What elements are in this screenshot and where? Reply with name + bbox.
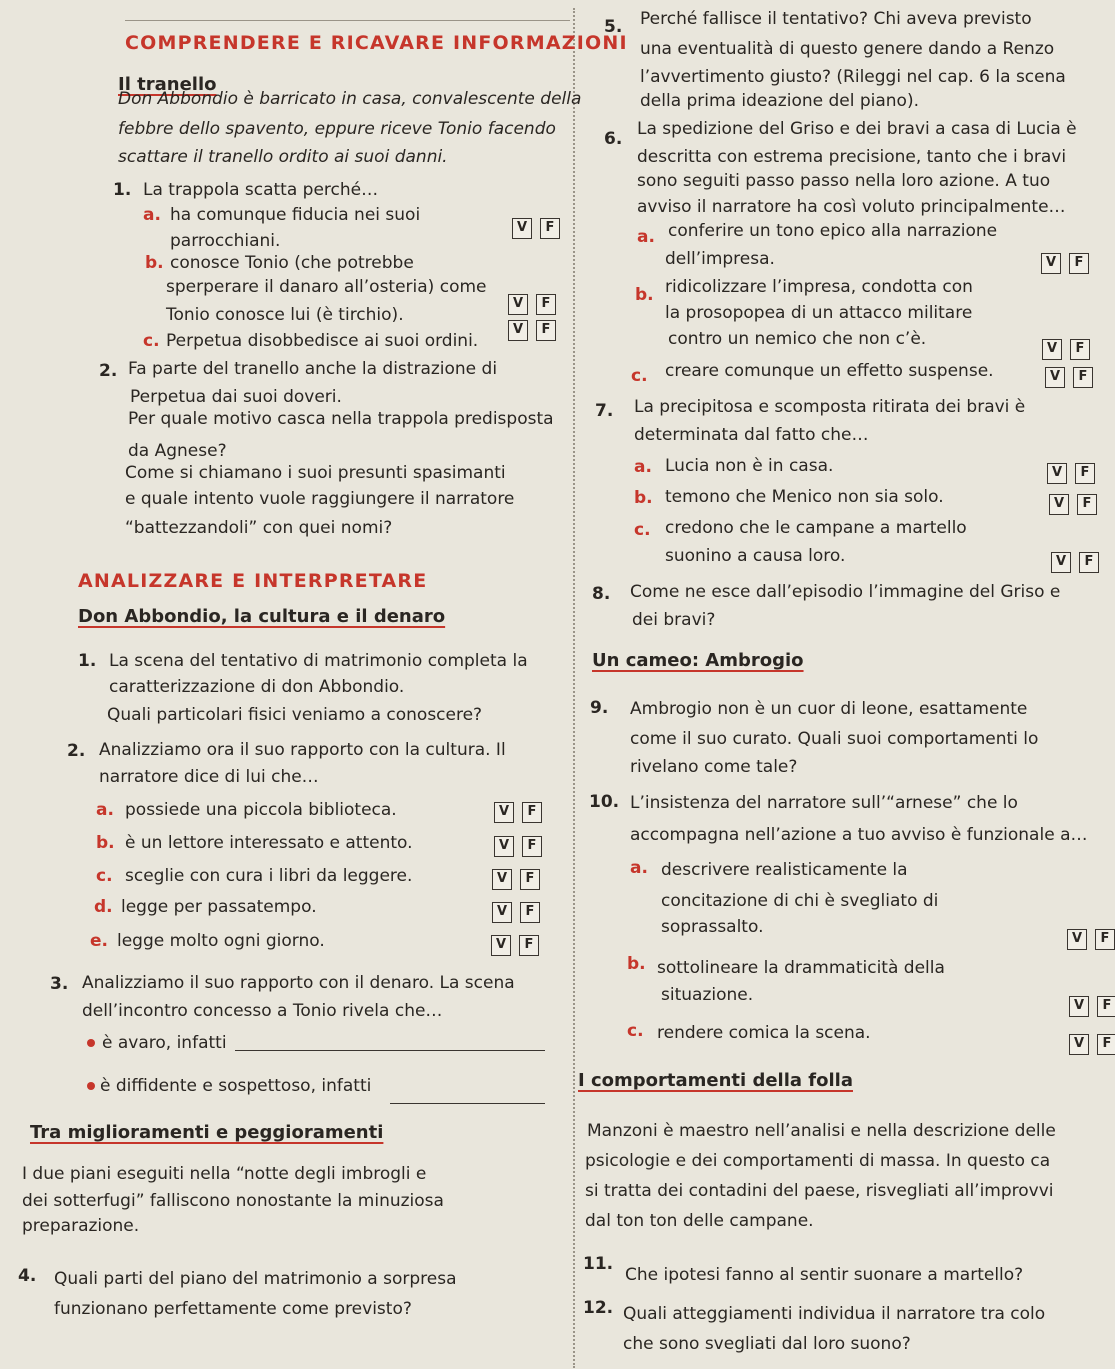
q1-b-text-1: conosce Tonio (che potrebbe (170, 253, 414, 273)
q9-line-2: come il suo curato. Quali suoi comportamenti lo (630, 729, 1039, 749)
false-box[interactable]: F (536, 294, 556, 315)
a2-b-text: è un lettore interessato e attento. (125, 833, 413, 853)
a2-c-text: sceglie con cura i libri da leggere. (125, 866, 413, 886)
a2-b-letter: b. (96, 833, 115, 853)
false-box[interactable]: F (1073, 367, 1093, 388)
a2-c-letter: c. (96, 866, 113, 886)
q6-line-3: sono seguiti passo passo nella loro azione. A tuo (637, 171, 1051, 191)
tranello-intro-1: Don Abbondio è barricato in casa, convalescente della (118, 89, 582, 109)
a2-e-letter: e. (90, 931, 108, 951)
folla-line-2: psicologie e dei comportamenti di massa. In questo ca (585, 1151, 1051, 1171)
q1-b-text-2: sperperare il danaro all’osteria) come (166, 277, 487, 297)
q2-line-3: Per quale motivo casca nella trappola predisposta (128, 409, 554, 429)
true-box[interactable]: V (1051, 552, 1071, 573)
tranello-intro-2: febbre dello spavento, eppure riceve Tonio facendo (118, 119, 556, 139)
false-box[interactable]: F (1070, 339, 1090, 360)
q8-line-1: Come ne esce dall’episodio l’immagine del Griso e (630, 582, 1061, 602)
false-box[interactable]: F (520, 869, 540, 890)
q1-b-text-3: Tonio conosce lui (è tirchio). (166, 305, 404, 325)
q6-a-text-1: conferire un tono epico alla narrazione (668, 221, 998, 241)
tra-line-1: I due piani eseguiti nella “notte degli imbrogli e (22, 1164, 427, 1184)
true-box[interactable]: V (1045, 367, 1065, 388)
a4-line-1: Quali parti del piano del matrimonio a sorpresa (54, 1269, 457, 1289)
q9-line-1: Ambrogio non è un cuor di leone, esattamente (630, 699, 1028, 719)
false-box[interactable]: F (536, 320, 556, 341)
true-box[interactable]: V (494, 836, 514, 857)
q10-b-text-2: situazione. (661, 985, 754, 1005)
q10-c-letter: c. (627, 1021, 644, 1041)
q1-number: 1. (113, 180, 132, 200)
q1-a-text-2: parrocchiani. (170, 231, 281, 251)
a2-a-text: possiede una piccola biblioteca. (125, 800, 397, 820)
q5-line-2: una eventualità di questo genere dando a Renzo (640, 39, 1055, 59)
q2-line-1: Fa parte del tranello anche la distrazione di (128, 359, 498, 379)
right-column (575, 0, 1115, 1369)
q12-line-2: che sono svegliati dal loro suono? (623, 1334, 911, 1354)
q10-a-vf (1067, 929, 1115, 950)
q1-a-letter: a. (143, 205, 161, 225)
q5-line-3: l’avvertimento giusto? (Rileggi nel cap. 6 la scena (640, 67, 1066, 87)
q7-a-text: Lucia non è in casa. (665, 456, 834, 476)
false-box[interactable]: F (1079, 552, 1099, 573)
q6-line-4: avviso il narratore ha così voluto principalmente… (637, 197, 1066, 217)
false-box[interactable]: F (540, 218, 560, 239)
folla-line-1: Manzoni è maestro nell’analisi e nella descrizione delle (587, 1121, 1056, 1141)
a2-a-vf (494, 802, 542, 823)
q10-b-vf (1069, 996, 1115, 1017)
q1-c-text: Perpetua disobbedisce ai suoi ordini. (166, 331, 479, 351)
q7-c-text-1: credono che le campane a martello (665, 518, 967, 538)
q9-number: 9. (590, 698, 609, 718)
subheading-folla: I comportamenti della folla (578, 1070, 853, 1091)
q10-a-letter: a. (630, 858, 648, 878)
q5-number: 5. (604, 17, 623, 37)
false-box[interactable]: F (1075, 463, 1095, 484)
q10-a-text-3: soprassalto. (661, 917, 764, 937)
q10-line-1: L’insistenza del narratore sull’“arnese” che lo (630, 793, 1018, 813)
q6-b-text-2: la prosopopea di un attacco militare (665, 303, 973, 323)
a2-e-vf (491, 935, 539, 956)
a1-number: 1. (78, 651, 97, 671)
a3-number: 3. (50, 974, 69, 994)
q10-a-text-1: descrivere realisticamente la (661, 860, 908, 880)
q6-number: 6. (604, 129, 623, 149)
q7-b-text: temono che Menico non sia solo. (665, 487, 944, 507)
q7-c-letter: c. (634, 520, 651, 540)
tranello-intro-3: scattare il tranello ordito ai suoi danni. (118, 147, 448, 167)
q1-c-letter: c. (143, 331, 160, 351)
q2-number: 2. (99, 361, 118, 381)
q9-line-3: rivelano come tale? (630, 757, 798, 777)
q10-number: 10. (589, 792, 620, 812)
q6-b-text-3: contro un nemico che non c’è. (668, 329, 927, 349)
false-box[interactable]: F (1095, 929, 1115, 950)
true-box[interactable]: V (494, 802, 514, 823)
a2-number: 2. (67, 741, 86, 761)
q2-line-6: e quale intento vuole raggiungere il narratore (125, 489, 515, 509)
q12-line-1: Quali atteggiamenti individua il narratore tra colo (623, 1304, 1046, 1324)
a3-line-1: Analizziamo il suo rapporto con il denaro. La scena (82, 973, 515, 993)
tra-line-2: dei sotterfugi” falliscono nonostante la minuziosa (22, 1191, 444, 1211)
a3-line-2: dell’incontro concesso a Tonio rivela che… (82, 1001, 443, 1021)
q6-line-2: descritta con estrema precisione, tanto che i bravi (637, 147, 1067, 167)
q11-text: Che ipotesi fanno al sentir suonare a martello? (625, 1265, 1024, 1285)
q1-a-vf (512, 218, 560, 239)
false-box[interactable]: F (520, 902, 540, 923)
q7-a-vf (1047, 463, 1095, 484)
q1-b-letter: b. (145, 253, 164, 273)
q10-b-letter: b. (627, 954, 646, 974)
q1-a-text-1: ha comunque fiducia nei suoi (170, 205, 421, 225)
false-box[interactable]: F (522, 836, 542, 857)
bullet-dot (87, 1039, 95, 1047)
q8-number: 8. (592, 584, 611, 604)
q1-c-vf (508, 320, 556, 341)
a2-d-text: legge per passatempo. (121, 897, 317, 917)
true-box[interactable]: V (492, 902, 512, 923)
true-box[interactable]: V (1041, 253, 1061, 274)
q2-line-7: “battezzandoli” con quei nomi? (125, 518, 393, 538)
folla-line-3: si tratta dei contadini del paese, risvegliati all’improvvi (585, 1181, 1054, 1201)
a1-line-1: La scena del tentativo di matrimonio completa la (109, 651, 528, 671)
tra-line-3: preparazione. (22, 1216, 140, 1236)
q2-line-2: Perpetua dai suoi doveri. (130, 387, 342, 407)
q5-line-4: della prima ideazione del piano). (640, 91, 919, 111)
true-box[interactable]: V (1067, 929, 1087, 950)
false-box[interactable]: F (1097, 1034, 1115, 1055)
bullet-dot (87, 1082, 95, 1090)
a2-e-text: legge molto ogni giorno. (117, 931, 325, 951)
q6-b-letter: b. (635, 285, 654, 305)
false-box[interactable]: F (1097, 996, 1115, 1017)
q6-c-vf (1045, 367, 1093, 388)
q6-b-vf (1042, 339, 1090, 360)
a2-a-letter: a. (96, 800, 114, 820)
a4-line-2: funzionano perfettamente come previsto? (54, 1299, 412, 1319)
q6-a-text-2: dell’impresa. (665, 249, 775, 269)
q10-c-text: rendere comica la scena. (657, 1023, 871, 1043)
answer-line[interactable] (235, 1050, 545, 1051)
q1-text: La trappola scatta perché… (143, 180, 379, 200)
a2-b-vf (494, 836, 542, 857)
a4-number: 4. (18, 1266, 37, 1286)
a2-d-vf (492, 902, 540, 923)
a2-c-vf (492, 869, 540, 890)
subheading-miglioramenti: Tra miglioramenti e peggioramenti (30, 1122, 384, 1143)
q7-c-text-2: suonino a causa loro. (665, 546, 846, 566)
q1-b-vf (508, 294, 556, 315)
q10-c-vf (1069, 1034, 1115, 1055)
true-box[interactable]: V (508, 320, 528, 341)
q7-a-letter: a. (634, 457, 652, 477)
a1-line-3: Quali particolari fisici veniamo a conoscere? (107, 705, 483, 725)
q8-line-2: dei bravi? (632, 610, 716, 630)
a2-line-1: Analizziamo ora il suo rapporto con la cultura. Il (99, 740, 506, 760)
q6-a-letter: a. (637, 227, 655, 247)
a3-bullet-1: è avaro, infatti (102, 1033, 227, 1053)
true-box[interactable]: V (512, 218, 532, 239)
q10-b-text-1: sottolineare la drammaticità della (657, 958, 945, 978)
a2-line-2: narratore dice di lui che… (99, 767, 319, 787)
q7-b-letter: b. (634, 488, 653, 508)
false-box[interactable]: F (519, 935, 539, 956)
q6-line-1: La spedizione del Griso e dei bravi a casa di Lucia è (637, 119, 1077, 139)
q6-c-letter: c. (631, 366, 648, 386)
false-box[interactable]: F (1077, 494, 1097, 515)
q7-number: 7. (595, 401, 614, 421)
q10-line-2: accompagna nell’azione a tuo avviso è funzionale a… (630, 825, 1088, 845)
q6-c-text: creare comunque un effetto suspense. (665, 361, 994, 381)
q11-number: 11. (583, 1254, 614, 1274)
true-box[interactable]: V (508, 294, 528, 315)
q6-a-vf (1041, 253, 1089, 274)
true-box[interactable]: V (1069, 1034, 1089, 1055)
section-heading-analizzare: ANALIZZARE E INTERPRETARE (78, 570, 428, 592)
true-box[interactable]: V (1069, 996, 1089, 1017)
subheading-don-abbondio: Don Abbondio, la cultura e il denaro (78, 606, 446, 627)
answer-line[interactable] (390, 1103, 545, 1104)
q2-line-4: da Agnese? (128, 441, 227, 461)
subheading-cameo: Un cameo: Ambrogio (592, 650, 804, 671)
q7-c-vf (1051, 552, 1099, 573)
true-box[interactable]: V (491, 935, 511, 956)
section-heading-comprendere: COMPRENDERE E RICAVARE INFORMAZIONI (125, 32, 628, 54)
a1-line-2: caratterizzazione di don Abbondio. (109, 677, 405, 697)
q7-b-vf (1049, 494, 1097, 515)
true-box[interactable]: V (1049, 494, 1069, 515)
q7-line-2: determinata dal fatto che… (634, 425, 869, 445)
a3-bullet-2: è diffidente e sospettoso, infatti (100, 1076, 372, 1096)
q2-line-5: Come si chiamano i suoi presunti spasimanti (125, 463, 506, 483)
subheading-tranello: Il tranello (118, 74, 217, 95)
true-box[interactable]: V (1047, 463, 1067, 484)
true-box[interactable]: V (492, 869, 512, 890)
true-box[interactable]: V (1042, 339, 1062, 360)
folla-line-4: dal ton ton delle campane. (585, 1211, 814, 1231)
false-box[interactable]: F (522, 802, 542, 823)
q12-number: 12. (583, 1298, 614, 1318)
a2-d-letter: d. (94, 897, 113, 917)
q5-line-1: Perché fallisce il tentativo? Chi aveva previsto (640, 9, 1032, 29)
q10-a-text-2: concitazione di chi è svegliato di (661, 891, 939, 911)
q6-b-text-1: ridicolizzare l’impresa, condotta con (665, 277, 973, 297)
q7-line-1: La precipitosa e scomposta ritirata dei bravi è (634, 397, 1026, 417)
false-box[interactable]: F (1069, 253, 1089, 274)
